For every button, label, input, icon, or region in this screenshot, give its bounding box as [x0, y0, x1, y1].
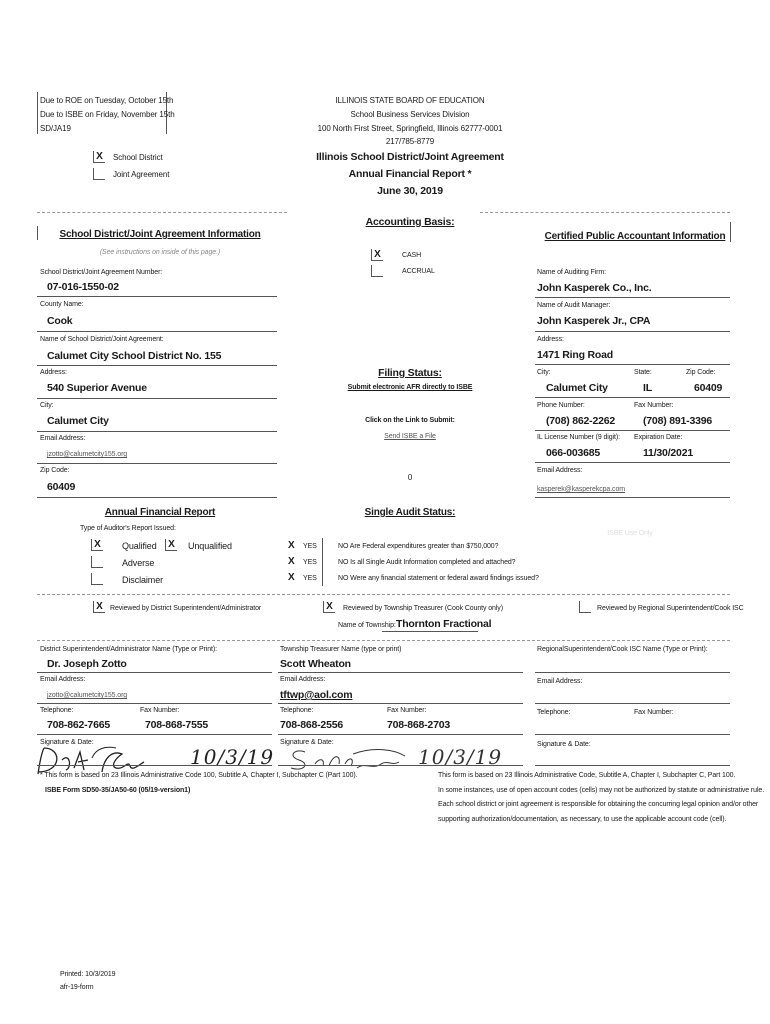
cpa-manager-value: John Kasperek Jr., CPA — [537, 315, 651, 327]
q2-yes-label: YES — [303, 559, 317, 566]
treasurer-fax-value: 708-868-2703 — [387, 719, 450, 731]
form-title-2: Annual Financial Report * — [348, 168, 472, 180]
divider — [382, 631, 478, 632]
district-info-heading: School District/Joint Agreement Information — [59, 229, 261, 240]
filing-status-heading: Filing Status: — [378, 367, 442, 379]
superintendent-fax-value: 708-868-7555 — [145, 719, 208, 731]
cpa-phone-label: Phone Number: — [537, 402, 585, 409]
qualified-label: Qualified — [122, 541, 157, 551]
unqualified-label: Unqualified — [188, 541, 232, 551]
district-number-value: 07-016-1550-02 — [47, 281, 119, 293]
superintendent-sig-label: Signature & Date: — [40, 739, 94, 746]
adverse-label: Adverse — [122, 558, 155, 568]
divider — [278, 765, 523, 766]
treasurer-review-checkbox[interactable]: X — [323, 601, 335, 613]
divider — [322, 538, 323, 586]
superintendent-review-label: Reviewed by District Superintendent/Administrator — [110, 605, 262, 612]
township-value: Thornton Fractional — [396, 618, 492, 630]
q2-checkbox[interactable]: X — [288, 556, 295, 567]
divider — [37, 672, 272, 673]
cpa-zip-value: 60409 — [694, 382, 723, 394]
divider — [535, 765, 730, 766]
treasurer-email-value[interactable]: tftwp@aol.com — [280, 689, 353, 701]
treasurer-name-value: Scott Wheaton — [280, 658, 351, 670]
divider — [37, 497, 277, 498]
superintendent-name-value: Dr. Joseph Zotto — [47, 658, 127, 670]
divider — [535, 397, 730, 398]
district-address-label: Address: — [40, 369, 67, 376]
disclaimer-checkbox[interactable] — [91, 573, 103, 585]
superintendent-tel-label: Telephone: — [40, 707, 74, 714]
superintendent-sig-date: 10/3/19 — [190, 745, 275, 769]
divider — [278, 734, 523, 735]
q1-checkbox[interactable]: X — [288, 540, 295, 551]
legal-note: * This form is based on 23 Illinois Administrative Code 100, Subtitle A, Chapter I, Subchapter C (Part 100). — [40, 772, 358, 779]
district-email-link[interactable]: jzotto@calumetcity155.org — [47, 451, 128, 458]
send-isbe-file-link[interactable]: Send ISBE a File — [384, 433, 436, 440]
school-district-checkbox[interactable]: X — [93, 151, 105, 163]
form-number: ISBE Form SD50-35/JA50-60 (05/19-version1) — [45, 787, 191, 794]
click-link-text: Click on the Link to Submit: — [365, 417, 455, 424]
cpa-email-label: Email Address: — [537, 467, 583, 474]
cpa-license-label: IL License Number (9 digit): — [537, 434, 620, 441]
treasurer-sig-label: Signature & Date: — [280, 739, 334, 746]
single-audit-heading: Single Audit Status: — [364, 507, 456, 518]
regional-review-label: Reviewed by Regional Superintendent/Cook ISC — [597, 605, 744, 612]
divider — [37, 734, 272, 735]
cpa-zip-label: Zip Code: — [686, 369, 716, 376]
qualified-checkbox[interactable]: X — [91, 539, 103, 551]
header-left-bracket — [37, 92, 38, 134]
treasurer-tel-value: 708-868-2556 — [280, 719, 343, 731]
legal-text-3: Each school district or joint agreement is responsible for obtaining the concurring legal opinion and/or other — [438, 801, 759, 808]
joint-agreement-checkbox[interactable] — [93, 168, 105, 180]
regional-name-label: RegionalSuperintendent/Cook ISC Name (Type or Print): — [537, 646, 708, 653]
isbe-use-only: ISBE Use Only — [607, 530, 653, 537]
township-label: Name of Township: — [338, 622, 396, 629]
district-zip-value: 60409 — [47, 481, 76, 493]
cpa-phone-value: (708) 862-2262 — [546, 415, 616, 427]
divider — [37, 594, 730, 595]
divider — [37, 226, 38, 240]
divider — [278, 672, 523, 673]
divider — [37, 296, 277, 297]
divider — [37, 640, 730, 641]
divider — [37, 765, 272, 766]
divider — [37, 703, 272, 704]
regional-email-label: Email Address: — [537, 678, 583, 685]
filing-status-sub: Submit electronic AFR directly to ISBE — [347, 384, 473, 391]
divider — [480, 212, 730, 213]
cpa-state-label: State: — [634, 369, 652, 376]
district-name-value: Calumet City School District No. 155 — [47, 350, 222, 362]
joint-agreement-label: Joint Agreement — [113, 170, 170, 179]
q2-text: NO Is all Single Audit Information completed and attached? — [338, 559, 516, 566]
cpa-fax-label: Fax Number: — [634, 402, 674, 409]
afr-heading: Annual Financial Report — [104, 507, 216, 518]
legal-text-4: supporting authorization/documentation, as necessary, to use the applicable account code (cell). — [438, 816, 727, 823]
regional-tel-label: Telephone: — [537, 709, 571, 716]
cpa-address-value: 1471 Ring Road — [537, 349, 613, 361]
divider — [37, 212, 287, 213]
district-name-label: Name of School District/Joint Agreement: — [40, 336, 164, 343]
divider — [535, 703, 730, 704]
district-email-label: Email Address: — [40, 435, 86, 442]
accounting-basis-heading: Accounting Basis: — [365, 216, 455, 228]
cpa-firm-label: Name of Auditing Firm: — [537, 269, 606, 276]
school-district-label: School District — [113, 153, 163, 162]
cpa-address-label: Address: — [537, 336, 564, 343]
unqualified-checkbox[interactable]: X — [165, 539, 177, 551]
regional-review-checkbox[interactable] — [579, 601, 591, 613]
q1-text: NO Are Federal expenditures greater than $750,000? — [338, 543, 499, 550]
treasurer-review-label: Reviewed by Township Treasurer (Cook County only) — [343, 605, 503, 612]
form-date: June 30, 2019 — [377, 185, 443, 197]
cpa-city-label: City: — [537, 369, 551, 376]
superintendent-email-link[interactable]: jzotto@calumetcity155.org — [47, 692, 128, 699]
legal-text-1: This form is based on 23 Illinois Administrative Code, Subtitle A, Chapter I, Subchapter C, Part 100. — [438, 772, 736, 779]
divider — [535, 497, 730, 498]
accrual-label: ACCRUAL — [402, 268, 435, 275]
treasurer-fax-label: Fax Number: — [387, 707, 427, 714]
superintendent-email-label: Email Address: — [40, 676, 86, 683]
divider — [37, 463, 277, 464]
cpa-exp-value: 11/30/2021 — [643, 447, 693, 459]
cpa-firm-value: John Kasperek Co., Inc. — [537, 282, 652, 294]
printed-date: Printed: 10/3/2019 — [60, 971, 116, 978]
q3-text: NO Were any financial statement or federal award findings issued? — [338, 575, 539, 582]
legal-text-2: In some instances, use of open account codes (cells) may not be authorized by statute or administrative rule. — [438, 787, 765, 794]
superintendent-name-label: District Superintendent/Administrator Name (Type or Print): — [40, 646, 217, 653]
district-zip-label: Zip Code: — [40, 467, 70, 474]
q1-yes-label: YES — [303, 543, 317, 550]
cash-checkbox[interactable]: X — [371, 249, 383, 261]
divider — [535, 430, 730, 431]
district-number-label: School District/Joint Agreement Number: — [40, 269, 163, 276]
cpa-license-value: 066-003685 — [546, 447, 601, 459]
form-code: SD/JA19 — [40, 124, 71, 133]
divider — [37, 431, 277, 432]
due-isbe-text: Due to ISBE on Friday, November 15th — [40, 110, 175, 119]
divider — [278, 703, 523, 704]
district-city-label: City: — [40, 402, 54, 409]
cpa-fax-value: (708) 891-3396 — [643, 415, 713, 427]
divider — [535, 672, 730, 673]
cpa-email-link[interactable]: kasperek@kasperekcpa.com — [537, 486, 625, 493]
superintendent-fax-label: Fax Number: — [140, 707, 180, 714]
form-title-1: Illinois School District/Joint Agreement — [316, 151, 504, 163]
cpa-city-value: Calumet City — [546, 382, 608, 394]
divider — [37, 398, 277, 399]
treasurer-sig-date: 10/3/19 — [418, 745, 503, 769]
file-name: afr-19-form — [60, 984, 94, 991]
cpa-state-value: IL — [643, 382, 652, 394]
due-roe-text: Due to ROE on Tuesday, October 15th — [40, 96, 174, 105]
regional-sig-label: Signature & Date: — [537, 741, 591, 748]
district-city-value: Calumet City — [47, 415, 109, 427]
cash-label: CASH — [402, 252, 422, 259]
agency-address: 100 North First Street, Springfield, Illinois 62777-0001 — [317, 124, 503, 133]
auditor-report-type-label: Type of Auditor's Report Issued: — [80, 525, 176, 532]
treasurer-tel-label: Telephone: — [280, 707, 314, 714]
accrual-checkbox[interactable] — [371, 265, 383, 277]
cpa-manager-label: Name of Audit Manager: — [537, 302, 611, 309]
adverse-checkbox[interactable] — [91, 556, 103, 568]
divider — [37, 365, 277, 366]
division-name: School Business Services Division — [350, 110, 470, 119]
superintendent-tel-value: 708-862-7665 — [47, 719, 110, 731]
divider — [535, 331, 730, 332]
disclaimer-label: Disclaimer — [122, 575, 164, 585]
filing-zero-value: 0 — [407, 473, 413, 482]
cpa-exp-label: Expiration Date: — [634, 434, 683, 441]
divider — [535, 462, 730, 463]
regional-fax-label: Fax Number: — [634, 709, 674, 716]
treasurer-name-label: Township Treasurer Name (type or print) — [280, 646, 402, 653]
q3-yes-label: YES — [303, 575, 317, 582]
divider — [535, 734, 730, 735]
divider — [730, 222, 731, 242]
district-address-value: 540 Superior Avenue — [47, 382, 147, 394]
county-value: Cook — [47, 315, 73, 327]
treasurer-email-label: Email Address: — [280, 676, 326, 683]
county-label: County Name: — [40, 301, 84, 308]
q3-checkbox[interactable]: X — [288, 572, 295, 583]
divider — [535, 297, 730, 298]
district-info-note: (See instructions on inside of this page.) — [99, 249, 221, 256]
superintendent-review-checkbox[interactable]: X — [93, 601, 105, 613]
agency-name: ILLINOIS STATE BOARD OF EDUCATION — [335, 96, 485, 105]
cpa-info-heading: Certified Public Accountant Information — [544, 231, 726, 242]
agency-phone: 217/785-8779 — [385, 137, 435, 146]
divider — [37, 331, 277, 332]
divider — [535, 364, 730, 365]
